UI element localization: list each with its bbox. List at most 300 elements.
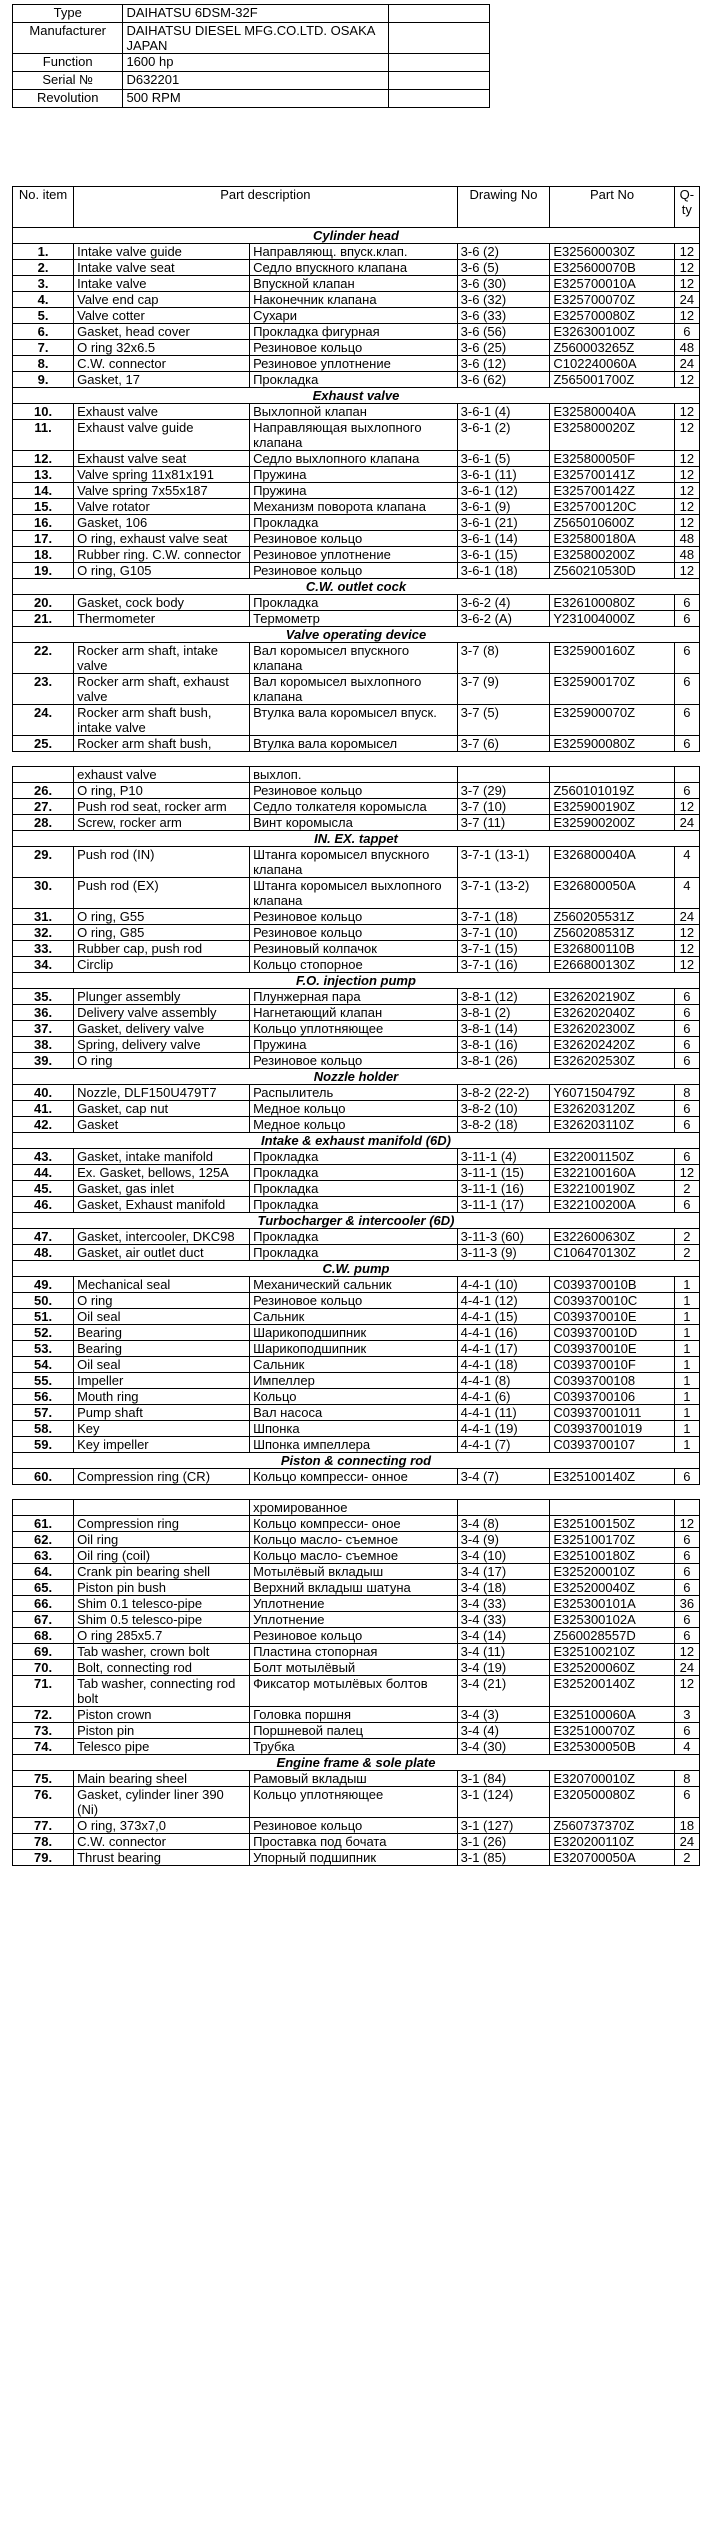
section-row — [13, 1755, 700, 1771]
quantity: 1 — [674, 1325, 699, 1341]
drawing-number: 4-4-1 (6) — [457, 1389, 550, 1405]
item-number: 27. — [13, 799, 74, 815]
drawing-number: 3-8-2 (22-2) — [457, 1085, 550, 1101]
item-number: 10. — [13, 404, 74, 420]
part-number — [550, 1500, 674, 1516]
drawing-number: 4-4-1 (8) — [457, 1373, 550, 1389]
quantity: 6 — [674, 1197, 699, 1213]
quantity: 12 — [674, 420, 699, 451]
quantity: 18 — [674, 1818, 699, 1834]
table-row — [13, 611, 700, 627]
part-name-ru: Вал насоса — [250, 1405, 458, 1421]
part-number: E326203120Z — [550, 1101, 674, 1117]
table-row — [13, 1101, 700, 1117]
table-row — [13, 1516, 700, 1532]
part-number: E266800130Z — [550, 957, 674, 973]
item-number: 60. — [13, 1469, 74, 1485]
quantity: 6 — [674, 1580, 699, 1596]
part-number: E325900200Z — [550, 815, 674, 831]
part-number: E322001150Z — [550, 1149, 674, 1165]
item-number: 11. — [13, 420, 74, 451]
part-name-ru: Резиновый колпачок — [250, 941, 458, 957]
quantity: 12 — [674, 941, 699, 957]
part-name-ru: Плунжерная пара — [250, 989, 458, 1005]
quantity: 6 — [674, 1548, 699, 1564]
item-number — [13, 767, 74, 783]
item-number: 16. — [13, 515, 74, 531]
part-name-en: Push rod (IN) — [74, 847, 250, 878]
item-number: 18. — [13, 547, 74, 563]
item-number: 12. — [13, 451, 74, 467]
quantity: 12 — [674, 925, 699, 941]
part-number: E325700141Z — [550, 467, 674, 483]
part-name-ru: Вал коромысел впускного клапана — [250, 643, 458, 674]
table-row — [13, 308, 700, 324]
part-number: E325200040Z — [550, 1580, 674, 1596]
part-number: C039370010F — [550, 1357, 674, 1373]
item-number: 1. — [13, 244, 74, 260]
part-name-en: Tab washer, crown bolt — [74, 1644, 250, 1660]
section-title: Exhaust valve — [13, 388, 700, 404]
item-number: 57. — [13, 1405, 74, 1421]
table-row — [13, 244, 700, 260]
table-row — [13, 1149, 700, 1165]
item-number: 53. — [13, 1341, 74, 1357]
drawing-number: 4-4-1 (10) — [457, 1277, 550, 1293]
drawing-number: 4-4-1 (16) — [457, 1325, 550, 1341]
drawing-number: 3-4 (3) — [457, 1707, 550, 1723]
part-number: E326800110B — [550, 941, 674, 957]
part-number: C03937001011 — [550, 1405, 674, 1421]
part-name-en: Mouth ring — [74, 1389, 250, 1405]
table-row — [13, 260, 700, 276]
part-name-en: O ring, 373x7,0 — [74, 1818, 250, 1834]
part-number: E325300102A — [550, 1612, 674, 1628]
item-number: 70. — [13, 1660, 74, 1676]
part-number: E326800040A — [550, 847, 674, 878]
item-number: 47. — [13, 1229, 74, 1245]
part-name-en: O ring, G85 — [74, 925, 250, 941]
part-name-en: Push rod (EX) — [74, 878, 250, 909]
section-row — [13, 1213, 700, 1229]
item-number: 48. — [13, 1245, 74, 1261]
part-name-ru: Прокладка — [250, 1229, 458, 1245]
drawing-number: 3-6-1 (14) — [457, 531, 550, 547]
drawing-number: 3-8-2 (18) — [457, 1117, 550, 1133]
table-row — [13, 1628, 700, 1644]
part-name-ru: Упорный подшипник — [250, 1850, 458, 1866]
part-name-ru: Впускной клапан — [250, 276, 458, 292]
item-number: 26. — [13, 783, 74, 799]
item-number: 61. — [13, 1516, 74, 1532]
item-number: 52. — [13, 1325, 74, 1341]
part-name-ru: Кольцо компресси- оное — [250, 1516, 458, 1532]
item-number: 56. — [13, 1389, 74, 1405]
section-title: F.O. injection pump — [13, 973, 700, 989]
part-name-ru: Головка поршня — [250, 1707, 458, 1723]
drawing-number: 3-4 (9) — [457, 1532, 550, 1548]
part-name-ru: Поршневой палец — [250, 1723, 458, 1739]
table-row — [13, 547, 700, 563]
part-name-ru: Медное кольцо — [250, 1101, 458, 1117]
part-name-en: Delivery valve assembly — [74, 1005, 250, 1021]
quantity: 1 — [674, 1405, 699, 1421]
quantity: 48 — [674, 340, 699, 356]
part-name-ru: выхлоп. — [250, 767, 458, 783]
drawing-number: 3-1 (85) — [457, 1850, 550, 1866]
info-value: 1600 hp — [123, 54, 388, 72]
quantity: 6 — [674, 643, 699, 674]
col-header-part-no: Part No — [550, 187, 674, 228]
drawing-number: 4-4-1 (7) — [457, 1437, 550, 1453]
part-name-en: Piston pin — [74, 1723, 250, 1739]
part-number: E326800050A — [550, 878, 674, 909]
part-number: E326202190Z — [550, 989, 674, 1005]
part-number: E326202040Z — [550, 1005, 674, 1021]
quantity: 12 — [674, 483, 699, 499]
table-row — [13, 1739, 700, 1755]
engine-info-table — [12, 4, 490, 108]
table-row — [13, 1723, 700, 1739]
part-name-ru: Седло впускного клапана — [250, 260, 458, 276]
section-title: Cylinder head — [13, 228, 700, 244]
quantity: 1 — [674, 1357, 699, 1373]
item-number: 19. — [13, 563, 74, 579]
drawing-number: 3-7 (29) — [457, 783, 550, 799]
drawing-number: 3-4 (30) — [457, 1739, 550, 1755]
part-number: E325300101A — [550, 1596, 674, 1612]
table-row — [13, 1644, 700, 1660]
quantity: 12 — [674, 499, 699, 515]
drawing-number: 4-4-1 (18) — [457, 1357, 550, 1373]
quantity: 4 — [674, 847, 699, 878]
item-number: 34. — [13, 957, 74, 973]
quantity: 36 — [674, 1596, 699, 1612]
part-name-en: Rubber ring. C.W. connector — [74, 547, 250, 563]
quantity: 6 — [674, 674, 699, 705]
part-name-en: Shim 0.5 telesco-pipe — [74, 1612, 250, 1628]
table-row — [13, 372, 700, 388]
quantity: 12 — [674, 1516, 699, 1532]
part-number: Z560208531Z — [550, 925, 674, 941]
info-empty-cell — [388, 23, 489, 54]
part-name-en: Intake valve seat — [74, 260, 250, 276]
part-name-ru: Седло выхлопного клапана — [250, 451, 458, 467]
quantity: 4 — [674, 1739, 699, 1755]
quantity: 12 — [674, 515, 699, 531]
item-number: 58. — [13, 1421, 74, 1437]
quantity: 2 — [674, 1229, 699, 1245]
part-name-en: Key impeller — [74, 1437, 250, 1453]
drawing-number: 3-6-1 (15) — [457, 547, 550, 563]
table-row — [13, 1818, 700, 1834]
part-name-ru: Резиновое кольцо — [250, 1818, 458, 1834]
part-name-ru: Болт мотылёвый — [250, 1660, 458, 1676]
table-row — [13, 340, 700, 356]
part-name-ru: Уплотнение — [250, 1596, 458, 1612]
quantity: 24 — [674, 292, 699, 308]
section-title: Nozzle holder — [13, 1069, 700, 1085]
part-name-en: Rubber cap, push rod — [74, 941, 250, 957]
info-empty-cell — [388, 72, 489, 90]
part-name-ru: Выхлопной клапан — [250, 404, 458, 420]
part-number: E325200010Z — [550, 1564, 674, 1580]
part-name-en: Shim 0.1 telesco-pipe — [74, 1596, 250, 1612]
drawing-number: 3-7-1 (13-2) — [457, 878, 550, 909]
part-name-ru: Прокладка — [250, 1149, 458, 1165]
table-row — [13, 767, 700, 783]
info-row — [13, 23, 490, 54]
table-row — [13, 1532, 700, 1548]
part-number: E325800020Z — [550, 420, 674, 451]
part-name-en: O ring — [74, 1293, 250, 1309]
part-number: E325700142Z — [550, 483, 674, 499]
drawing-number: 3-6-1 (4) — [457, 404, 550, 420]
part-name-en: Pump shaft — [74, 1405, 250, 1421]
table-header-row — [13, 187, 700, 228]
part-name-en: Key — [74, 1421, 250, 1437]
gap-cell — [13, 752, 700, 767]
drawing-number: 3-8-1 (12) — [457, 989, 550, 1005]
part-number: Z560028557D — [550, 1628, 674, 1644]
part-number: E325100150Z — [550, 1516, 674, 1532]
table-row — [13, 1834, 700, 1850]
drawing-number: 3-7-1 (13-1) — [457, 847, 550, 878]
drawing-number: 3-4 (8) — [457, 1516, 550, 1532]
part-name-ru: Верхний вкладыш шатуна — [250, 1580, 458, 1596]
part-name-ru: Механический сальник — [250, 1277, 458, 1293]
table-row — [13, 1021, 700, 1037]
item-number: 44. — [13, 1165, 74, 1181]
table-row — [13, 1197, 700, 1213]
quantity: 8 — [674, 1771, 699, 1787]
drawing-number: 3-6 (33) — [457, 308, 550, 324]
quantity: 6 — [674, 1021, 699, 1037]
table-row — [13, 1245, 700, 1261]
part-name-en: Intake valve guide — [74, 244, 250, 260]
part-name-ru: Фиксатор мотылёвых болтов — [250, 1676, 458, 1707]
part-name-ru: Шпонка импеллера — [250, 1437, 458, 1453]
quantity: 6 — [674, 1149, 699, 1165]
part-name-en: Exhaust valve — [74, 404, 250, 420]
part-number: E325100180Z — [550, 1548, 674, 1564]
part-name-en: Piston pin bush — [74, 1580, 250, 1596]
quantity: 12 — [674, 957, 699, 973]
section-title: Engine frame & sole plate — [13, 1755, 700, 1771]
part-number: E325100140Z — [550, 1469, 674, 1485]
part-name-ru: Шарикоподшипник — [250, 1341, 458, 1357]
part-name-ru: Резиновое кольцо — [250, 1293, 458, 1309]
part-number: E325700070Z — [550, 292, 674, 308]
quantity: 6 — [674, 1117, 699, 1133]
drawing-number: 3-6-1 (5) — [457, 451, 550, 467]
table-row — [13, 515, 700, 531]
table-row — [13, 1309, 700, 1325]
part-number: E322100200A — [550, 1197, 674, 1213]
item-number: 67. — [13, 1612, 74, 1628]
part-number: E320700010Z — [550, 1771, 674, 1787]
drawing-number: 3-11-3 (9) — [457, 1245, 550, 1261]
item-number: 17. — [13, 531, 74, 547]
part-number: E326202300Z — [550, 1021, 674, 1037]
part-number: E325300050B — [550, 1739, 674, 1755]
part-name-en: Gasket, delivery valve — [74, 1021, 250, 1037]
drawing-number: 3-1 (26) — [457, 1834, 550, 1850]
quantity: 12 — [674, 308, 699, 324]
part-name-en: Compression ring (CR) — [74, 1469, 250, 1485]
table-row — [13, 783, 700, 799]
part-name-ru: Пластина стопорная — [250, 1644, 458, 1660]
drawing-number: 3-4 (4) — [457, 1723, 550, 1739]
part-name-en: Crank pin bearing shell — [74, 1564, 250, 1580]
item-number: 66. — [13, 1596, 74, 1612]
info-label: Revolution — [13, 90, 123, 108]
section-row — [13, 627, 700, 643]
part-number: C0393700108 — [550, 1373, 674, 1389]
table-row — [13, 595, 700, 611]
part-number: Z560003265Z — [550, 340, 674, 356]
section-row — [13, 228, 700, 244]
section-row — [13, 1261, 700, 1277]
quantity: 6 — [674, 1787, 699, 1818]
part-name-ru: Распылитель — [250, 1085, 458, 1101]
section-title: Valve operating device — [13, 627, 700, 643]
drawing-number: 3-4 (14) — [457, 1628, 550, 1644]
item-number: 40. — [13, 1085, 74, 1101]
drawing-number: 4-4-1 (11) — [457, 1405, 550, 1421]
part-number: E325100210Z — [550, 1644, 674, 1660]
part-name-ru: Импеллер — [250, 1373, 458, 1389]
quantity: 6 — [674, 611, 699, 627]
part-number: E320700050A — [550, 1850, 674, 1866]
part-name-ru: Резиновое кольцо — [250, 909, 458, 925]
item-number: 43. — [13, 1149, 74, 1165]
item-number: 63. — [13, 1548, 74, 1564]
drawing-number: 3-4 (19) — [457, 1660, 550, 1676]
table-row — [13, 1850, 700, 1866]
table-row — [13, 1771, 700, 1787]
page-break-gap — [13, 1485, 700, 1500]
table-row — [13, 1612, 700, 1628]
section-row — [13, 973, 700, 989]
info-row — [13, 54, 490, 72]
table-row — [13, 1421, 700, 1437]
part-name-en: O ring, exhaust valve seat — [74, 531, 250, 547]
part-name-ru: Кольцо масло- съемное — [250, 1532, 458, 1548]
part-name-en: Valve rotator — [74, 499, 250, 515]
item-number: 30. — [13, 878, 74, 909]
item-number: 59. — [13, 1437, 74, 1453]
part-number: C102240060A — [550, 356, 674, 372]
quantity: 6 — [674, 989, 699, 1005]
quantity: 24 — [674, 356, 699, 372]
drawing-number: 3-7 (6) — [457, 736, 550, 752]
table-row — [13, 736, 700, 752]
quantity: 3 — [674, 1707, 699, 1723]
table-row — [13, 989, 700, 1005]
quantity: 24 — [674, 1834, 699, 1850]
part-number: E325100060A — [550, 1707, 674, 1723]
item-number: 14. — [13, 483, 74, 499]
item-number: 38. — [13, 1037, 74, 1053]
part-name-ru: Кольцо стопорное — [250, 957, 458, 973]
item-number: 71. — [13, 1676, 74, 1707]
part-name-ru: Проставка под бочата — [250, 1834, 458, 1850]
table-row — [13, 878, 700, 909]
section-title: Intake & exhaust manifold (6D) — [13, 1133, 700, 1149]
quantity: 6 — [674, 595, 699, 611]
col-header-qty: Q-ty — [674, 187, 699, 228]
drawing-number: 3-7 (8) — [457, 643, 550, 674]
part-number: E325200060Z — [550, 1660, 674, 1676]
part-name-ru: Резиновое кольцо — [250, 1628, 458, 1644]
part-name-ru: Штанга коромысел выхлопного клапана — [250, 878, 458, 909]
part-name-ru: Прокладка — [250, 372, 458, 388]
part-name-ru: Прокладка — [250, 515, 458, 531]
part-number: C039370010C — [550, 1293, 674, 1309]
drawing-number: 3-4 (10) — [457, 1548, 550, 1564]
item-number: 8. — [13, 356, 74, 372]
item-number: 31. — [13, 909, 74, 925]
quantity: 6 — [674, 705, 699, 736]
part-name-en: O ring 32x6.5 — [74, 340, 250, 356]
part-name-ru: Кольцо уплотняющее — [250, 1787, 458, 1818]
table-row — [13, 1389, 700, 1405]
drawing-number: 3-11-1 (16) — [457, 1181, 550, 1197]
item-number: 46. — [13, 1197, 74, 1213]
info-label: Manufacturer — [13, 23, 123, 54]
part-name-en: Ex. Gasket, bellows, 125A — [74, 1165, 250, 1181]
item-number: 2. — [13, 260, 74, 276]
part-name-ru: Прокладка — [250, 1181, 458, 1197]
part-name-en: Bearing — [74, 1325, 250, 1341]
drawing-number: 3-6 (56) — [457, 324, 550, 340]
quantity: 6 — [674, 1532, 699, 1548]
part-number: E322100160A — [550, 1165, 674, 1181]
gap-cell — [13, 1485, 700, 1500]
quantity: 1 — [674, 1293, 699, 1309]
part-name-en: Valve spring 11x81x191 — [74, 467, 250, 483]
part-name-en: Gasket, head cover — [74, 324, 250, 340]
part-name-ru: Мотылёвый вкладыш — [250, 1564, 458, 1580]
part-number: C039370010B — [550, 1277, 674, 1293]
quantity: 12 — [674, 1644, 699, 1660]
drawing-number: 3-4 (33) — [457, 1596, 550, 1612]
drawing-number: 3-1 (124) — [457, 1787, 550, 1818]
section-row — [13, 388, 700, 404]
table-row — [13, 815, 700, 831]
drawing-number: 3-1 (84) — [457, 1771, 550, 1787]
part-name-ru: Вал коромысел выхлопного клапана — [250, 674, 458, 705]
part-name-ru: Прокладка — [250, 1165, 458, 1181]
drawing-number: 3-7 (5) — [457, 705, 550, 736]
quantity: 1 — [674, 1389, 699, 1405]
table-row — [13, 467, 700, 483]
part-name-en: Gasket, air outlet duct — [74, 1245, 250, 1261]
drawing-number: 3-6 (5) — [457, 260, 550, 276]
table-row — [13, 1293, 700, 1309]
part-number: C0393700106 — [550, 1389, 674, 1405]
item-number: 54. — [13, 1357, 74, 1373]
quantity: 1 — [674, 1421, 699, 1437]
part-number: E325800200Z — [550, 547, 674, 563]
part-name-ru: Прокладка — [250, 1245, 458, 1261]
table-row — [13, 420, 700, 451]
item-number: 6. — [13, 324, 74, 340]
drawing-number: 3-4 (17) — [457, 1564, 550, 1580]
item-number: 76. — [13, 1787, 74, 1818]
part-name-ru: Резиновое уплотнение — [250, 356, 458, 372]
